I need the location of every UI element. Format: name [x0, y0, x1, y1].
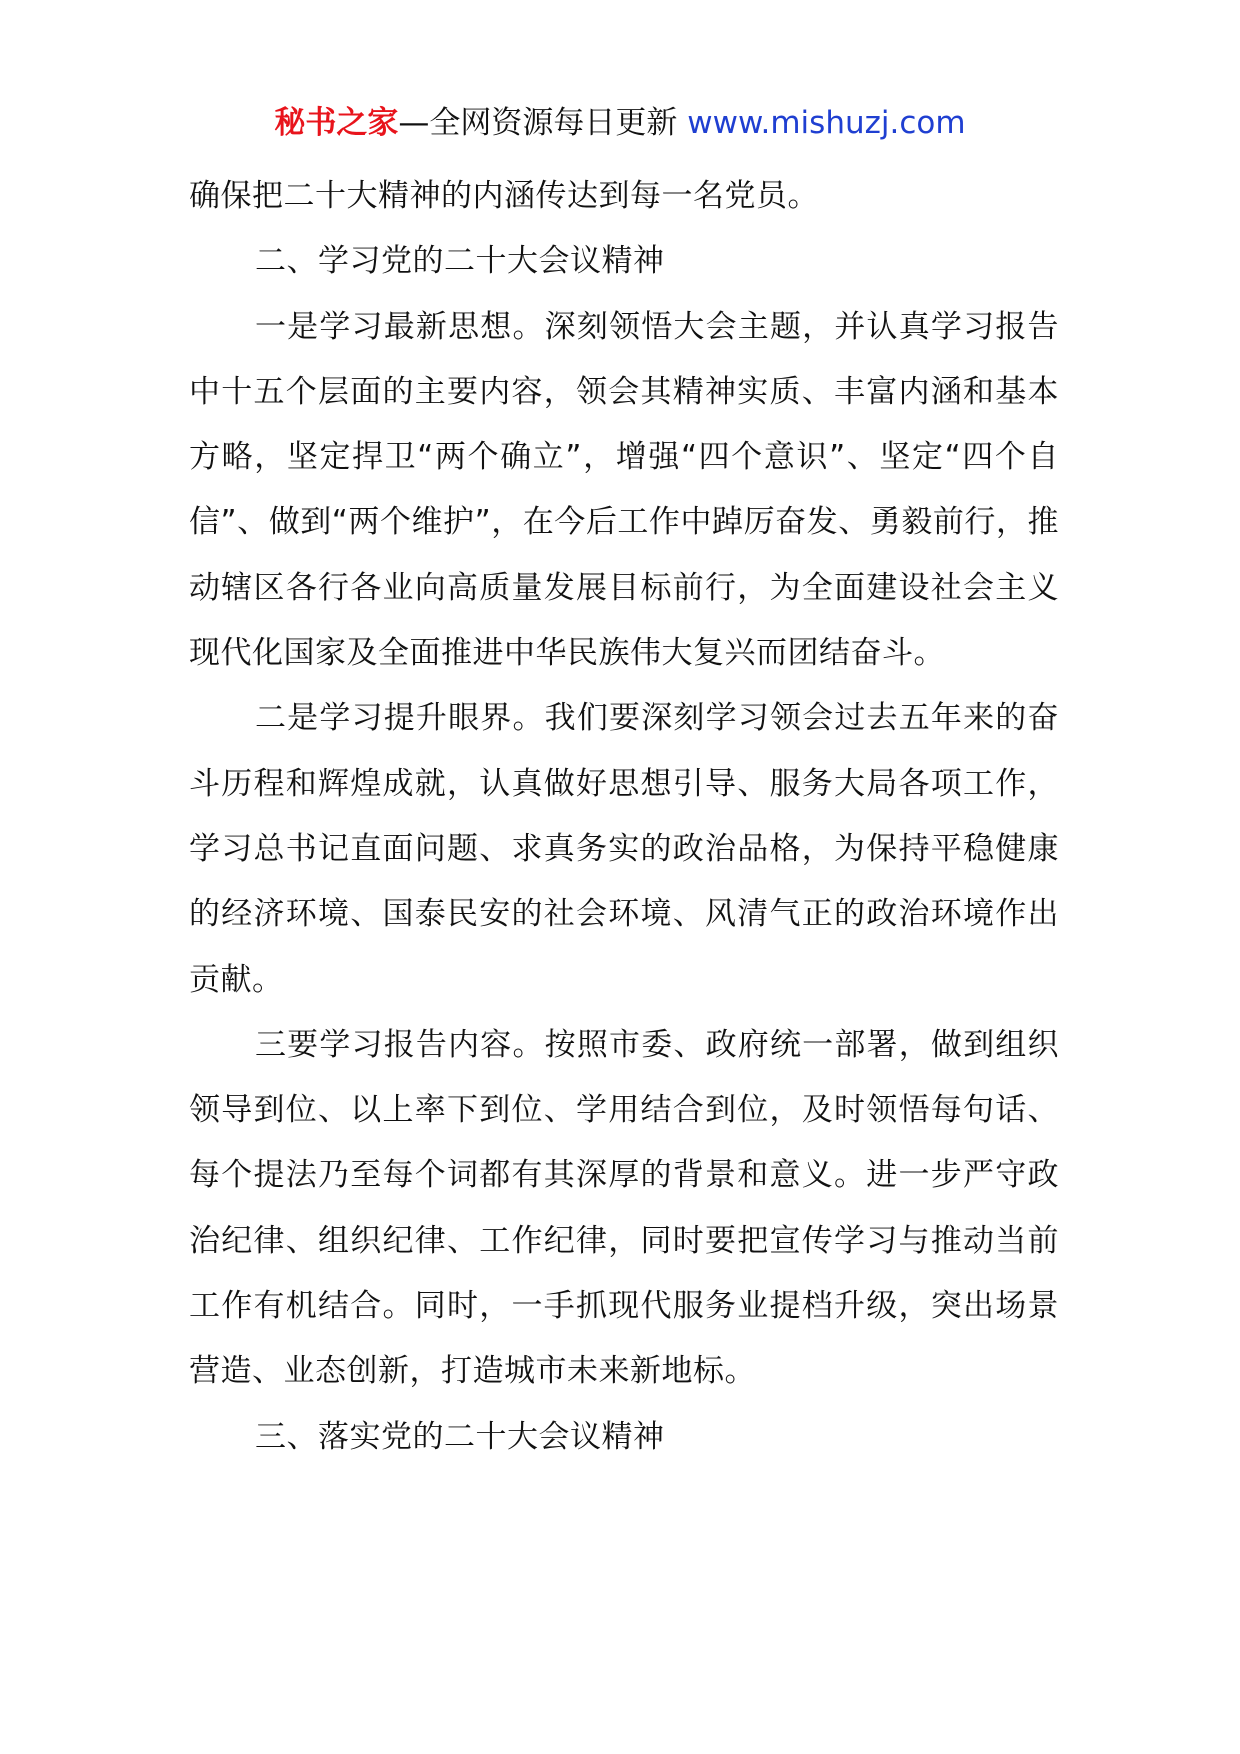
section-heading-two: 二、学习党的二十大会议精神	[255, 243, 665, 280]
header-url-link[interactable]: www.mishuzj.com	[687, 105, 966, 141]
paragraph-continuation: 确保把二十大精神的内涵传达到每一名党员。	[189, 178, 819, 214]
page-header	[0, 101, 1240, 145]
paragraph-latest-thought: 一是学习最新思想。深刻领悟大会主题，并认真学习报告中十五个层面的主要内容，领会其精神实质、丰富内涵和基本方略，坚定捍卫“两个确立”，增强“四个意识”、坚定“四个自信”、做到“两个维护”，在今后工作中踔厉奋发、勇毅前行，推动辖区各行各业向高质量发展目标前行，为全面建设社会主义现代化国家及全面推进中华民族伟大复兴而团结奋斗。	[189, 308, 1059, 672]
header-brand: 秘书之家	[274, 105, 399, 141]
paragraph-broaden-vision: 二是学习提升眼界。我们要深刻学习领会过去五年来的奋斗历程和辉煌成就，认真做好思想引导、服务大局各项工作，学习总书记直面问题、求真务实的政治品格，为保持平稳健康的经济环境、国泰民安的社会环境、风清气正的政治环境作出贡献。	[189, 700, 1059, 998]
section-heading-three: 三、落实党的二十大会议精神	[255, 1418, 665, 1455]
paragraph-report-content: 三要学习报告内容。按照市委、政府统一部署，做到组织领导到位、以上率下到位、学用结合到位，及时领悟每句话、每个提法乃至每个词都有其深厚的背景和意义。进一步严守政治纪律、组织纪律、工作纪律，同时要把宣传学习与推动当前工作有机结合。同时，一手抓现代服务业提档升级，突出场景营造、业态创新，打造城市未来新地标。	[189, 1026, 1059, 1390]
document-body	[189, 164, 1059, 1470]
header-tagline: —全网资源每日更新	[398, 105, 688, 141]
